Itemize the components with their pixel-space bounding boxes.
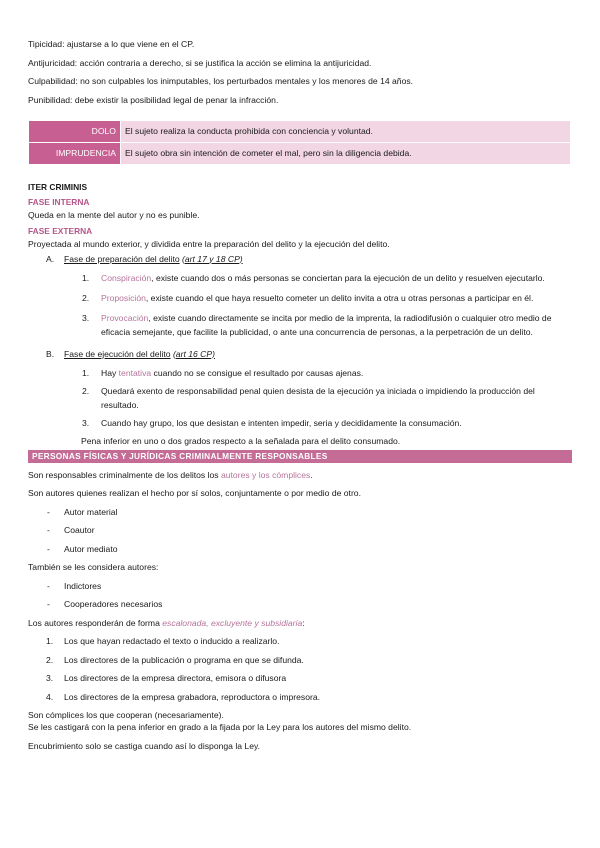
list-item: [28, 271, 572, 285]
list-marker: 1.: [46, 636, 54, 646]
tentativa-text: cuando no se consigue el resultado por causas ajenas.: [151, 367, 364, 378]
list-marker: 3.: [82, 312, 90, 323]
dash-marker: -: [47, 525, 50, 535]
provocacion-term: Provocación: [101, 312, 149, 323]
list-item: [28, 291, 572, 305]
list-item: [28, 598, 572, 610]
complices-text: Son cómplices los que cooperan (necesariamente).: [28, 710, 224, 720]
imprudencia-definition: El sujeto obra sin intención de cometer el mal, pero sin la diligencia debida.: [121, 142, 571, 164]
fase-preparacion-heading: [28, 253, 572, 265]
provocacion-text: , existe cuando directamente se incita por medio de la imprenta, la radiodifusión o cualquier otro medio de eficacia semejante, que facilite la publicidad, o ante una concurrencia de personas, a la perpetración de un delito.: [101, 312, 552, 337]
tipicidad-text: Tipicidad: ajustarse a lo que viene en el CP.: [28, 39, 195, 49]
autores-complices-term: autores y los cómplices: [220, 469, 311, 480]
list-item: [28, 384, 572, 412]
conspiracion-term: Conspiración: [101, 272, 152, 283]
list-marker: 3.: [82, 417, 90, 428]
dash-marker: -: [47, 506, 50, 517]
responderan-end: :: [302, 617, 305, 628]
conspiracion-text: , existe cuando dos o más personas se conciertan para la ejecución de un delito y resuelven ejecutarlo.: [151, 272, 545, 283]
fase-ejecucion-ref: (art 16 CP): [172, 348, 215, 359]
table-row: [29, 120, 571, 142]
autor-material-text: Autor material: [64, 506, 118, 517]
pena-text: Pena inferior en uno o dos grados respecto a la señalada para el delito consumado.: [81, 435, 401, 446]
list-marker: 1.: [82, 272, 90, 283]
list-marker: 3.: [46, 673, 54, 683]
list-marker: 2.: [46, 654, 54, 665]
orden-4-text: Los directores de la empresa grabadora, reproductora o impresora.: [64, 691, 321, 702]
list-item: [28, 524, 572, 536]
punibilidad-text: Punibilidad: debe existir la posibilidad legal de penar la infracción.: [28, 94, 279, 105]
table-row: [29, 142, 571, 164]
indictores-text: Indictores: [64, 580, 102, 591]
list-marker: 2.: [82, 385, 90, 396]
proposicion-term: Proposición: [101, 292, 146, 303]
dash-marker: -: [47, 599, 50, 609]
grupo-text: Cuando hay grupo, los que desistan e intenten impedir, seria y decididamente la consumación.: [101, 417, 462, 428]
responderan-text: [28, 617, 572, 629]
dolo-term: DOLO: [29, 120, 121, 142]
fase-interna-text: Queda en la mente del autor y no es punible.: [28, 209, 200, 220]
encubrimiento-text: Encubrimiento solo se castiga cuando así lo disponga la Ley.: [28, 740, 261, 751]
list-marker: 2.: [82, 292, 90, 303]
tambien-text: También se les considera autores:: [28, 562, 159, 572]
proposicion-text: , existe cuando el que haya resuelto cometer un delito invita a otra u otras personas a participar en él.: [145, 292, 534, 303]
autor-mediato-text: Autor mediato: [64, 543, 118, 554]
list-item: [28, 543, 572, 555]
list-item: [28, 416, 572, 430]
fase-interna-title: FASE INTERNA: [28, 196, 90, 207]
culpabilidad-text: Culpabilidad: no son culpables los inimputables, los perturbados mentales y los menores de 14 años.: [28, 76, 414, 86]
fase-ejecucion-label: Fase de ejecución del delito: [64, 348, 171, 359]
responderan-pre: Los autores responderán de forma: [28, 617, 163, 628]
responsables-pre: Son responsables criminalmente de los delitos los: [28, 469, 221, 480]
orden-3-text: Los directores de la empresa directora, emisora o difusora: [64, 673, 287, 683]
autores-definition: Son autores quienes realizan el hecho por sí solos, conjuntamente o por medio de otro.: [28, 488, 361, 498]
fase-externa-title: FASE EXTERNA: [28, 225, 93, 236]
responsables-text: [28, 469, 572, 481]
responsables-end: .: [310, 469, 313, 480]
definitions-table: [28, 120, 571, 165]
imprudencia-term: IMPRUDENCIA: [29, 142, 121, 164]
list-item: [28, 691, 572, 703]
castigo-text: Se les castigará con la pena inferior en grado a la fijada por la Ley para los autores del mismo delito.: [28, 722, 412, 732]
list-marker: B.: [46, 348, 55, 359]
list-item: [28, 635, 572, 647]
list-item: [28, 506, 572, 518]
antijuricidad-text: Antijuricidad: acción contraria a derecho, si se justifica la acción se elimina la antijuricidad.: [28, 57, 372, 68]
list-marker: A.: [46, 253, 55, 264]
fase-externa-text: Proyectada al mundo exterior, y dividida entre la preparación del delito y la ejecución del delito.: [28, 238, 390, 249]
personas-section-band: PERSONAS FÍSICAS Y JURÍDICAS CRIMINALMENTE RESPONSABLES: [28, 450, 572, 463]
coautor-text: Coautor: [64, 525, 95, 535]
fase-preparacion-ref: (art 17 y 18 CP): [182, 253, 243, 264]
cooperadores-text: Cooperadores necesarios: [64, 599, 163, 609]
escalonada-term: escalonada, excluyente y subsidiaria: [162, 617, 303, 628]
list-item: [28, 654, 572, 666]
desistimiento-text: Quedará exento de responsabilidad penal quien desista de la ejecución ya iniciada o impidiendo la producción del resultado.: [101, 385, 535, 410]
tentativa-term: tentativa: [118, 367, 152, 378]
dolo-definition: El sujeto realiza la conducta prohibida con conciencia y voluntad.: [121, 120, 571, 142]
iter-criminis-title: ITER CRIMINIS: [28, 181, 88, 192]
list-item: [28, 311, 572, 339]
document-page: [28, 38, 572, 752]
dash-marker: -: [47, 580, 50, 591]
orden-1-text: Los que hayan redactado el texto o inducido a realizarlo.: [64, 636, 280, 646]
list-marker: 4.: [46, 691, 54, 702]
fase-preparacion-label: Fase de preparación del delito: [64, 253, 180, 264]
dash-marker: -: [47, 543, 50, 554]
list-marker: 1.: [82, 367, 90, 378]
list-item: [28, 672, 572, 684]
fase-ejecucion-heading: [28, 348, 572, 360]
list-item: [28, 366, 572, 380]
list-item: [28, 580, 572, 592]
orden-2-text: Los directores de la publicación o programa en que se difunda.: [64, 654, 304, 665]
tentativa-pre: Hay: [101, 367, 119, 378]
